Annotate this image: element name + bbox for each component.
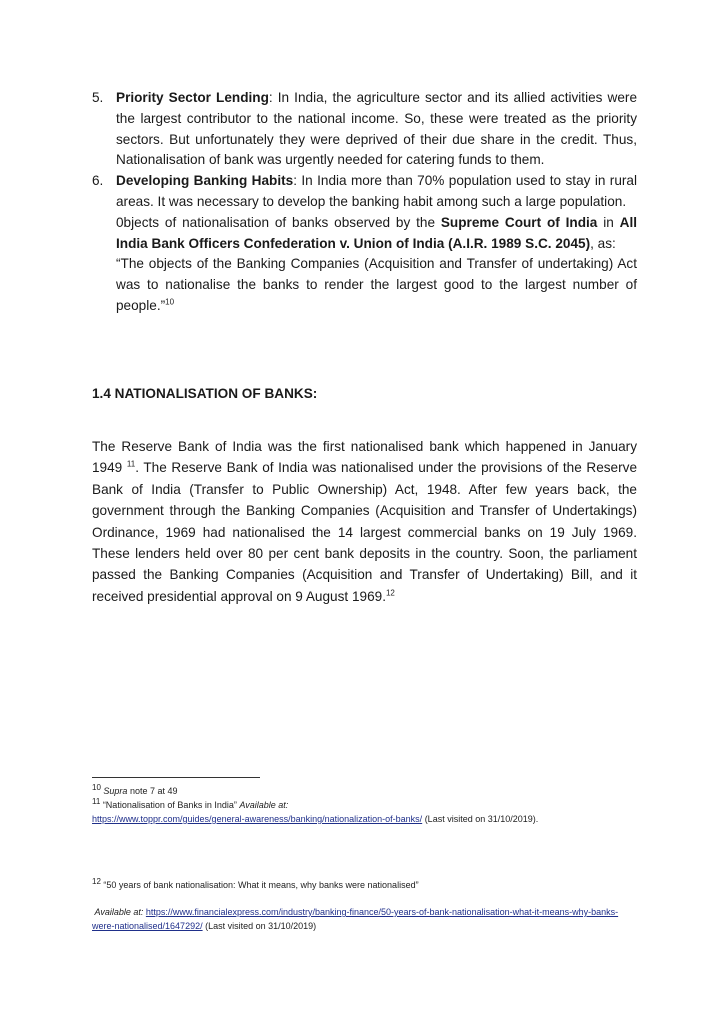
footnote-link[interactable]: https://www.financialexpress.com/industry/banking-finance/50-years-of-bank-nationalisation-what-it-means-why-banks-were-nationalised/1647292/ (92, 907, 619, 931)
footnote-available-label: Available at: (239, 800, 289, 810)
footnote-separator (92, 777, 260, 778)
quote-text: “The objects of the Banking Companies (Acquisition and Transfer of undertaking) Act was to nationalise the banks to render the largest good to the largest number of people.” (116, 256, 637, 313)
objects-post: , as: (590, 235, 616, 251)
list-item-priority-sector (92, 88, 637, 171)
court-quote (92, 254, 637, 316)
paragraph-part-1: The Reserve Bank of India was the first nationalised bank which happened in January 1949 (92, 439, 637, 476)
footnote-title: “50 years of bank nationalisation: What it means, why banks were nationalised” (100, 880, 419, 890)
list-item-banking-habits (92, 171, 637, 213)
case-citation: All India Bank Officers Confederation v. Union of India (A.I.R. 1989 S.C. 2045) (116, 214, 638, 251)
list-item-title: Priority Sector Lending (116, 90, 269, 105)
footnote-visited: (Last visited on 31/10/2019). (422, 814, 539, 824)
footnote-link[interactable]: https://www.toppr.com/guides/general-awareness/banking/nationalization-of-banks/ (92, 814, 423, 824)
objects-pre: 0bjects of nationalisation of banks observed by the (116, 214, 441, 230)
footnote-text: note 7 at 49 (127, 786, 178, 796)
footnote-ref-11[interactable]: 11 (126, 459, 136, 469)
footnote-12 (92, 878, 637, 892)
footnote-12-source (92, 905, 637, 933)
footnote-ref-12[interactable]: 12 (385, 588, 395, 598)
footnote-number: 12 (92, 877, 101, 886)
list-item-number: 6. (92, 173, 104, 189)
list-item-text: : In India more than 70% population used to stay in rural areas. It was necessary to develop the banking habit among such a large population. (116, 173, 637, 209)
footnote-11 (92, 798, 637, 826)
list-item-title: Developing Banking Habits (116, 173, 294, 189)
footnote-visited: (Last visited on 31/10/2019) (202, 921, 317, 931)
list-item-number: 5. (92, 90, 104, 105)
court-name: Supreme Court of India (440, 214, 598, 230)
numbered-list (92, 88, 637, 317)
footnote-10 (92, 784, 637, 798)
objects-paragraph (92, 213, 637, 255)
footnote-number: 11 (92, 797, 101, 806)
footnote-italic: Supra (103, 786, 128, 796)
section-heading: 1.4 NATIONALISATION OF BANKS: (92, 386, 318, 401)
footnote-ref-10[interactable]: 10 (165, 297, 175, 307)
objects-mid: in (597, 214, 620, 230)
footnote-title: “Nationalisation of Banks in India” (100, 800, 240, 810)
body-paragraph (92, 436, 637, 607)
footnote-available-label: Available at: (94, 907, 144, 917)
list-item-text: : In India, the agriculture sector and its allied activities were the largest contributor to the national income. So, these were treated as the priority sectors. But unfortunately they were deprived of their due share in the credit. Thus, Nationalisation of bank was urgently needed for catering funds to them. (116, 90, 637, 168)
footnote-number: 10 (92, 783, 101, 792)
paragraph-part-2: . The Reserve Bank of India was nationalised under the provisions of the Reserve Bank of India (Transfer to Public Ownership) Act, 1948. After few years back, the government through the Banking Companies (Acquisition and Transfer of Undertakings) Ordinance, 1969 had nationalised the 14 largest commercial banks on 19 July 1969. These lenders held over 80 per cent bank deposits in the country. Soon, the parliament passed the Banking Companies (Acquisition and Transfer of Undertaking) Bill, and it received presidential approval on 9 August 1969. (92, 460, 637, 604)
